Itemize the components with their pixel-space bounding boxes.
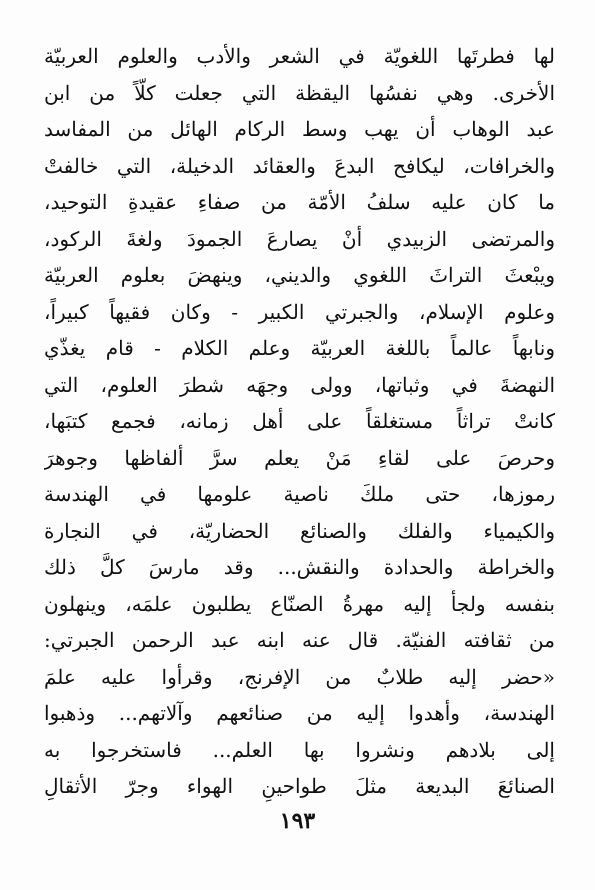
text-line: الهندسة، وأهدوا إليه من صنائعهم وآلاتهم... وذهبوا: [44, 701, 555, 725]
text-line: وعلوم الإسلام، والجبرتي الكبير - وكان فقيهاً كبيراً،: [44, 299, 555, 324]
text-line: النهضةَ في وثباتها، وولى وجهَه شطرَ العلوم، التي: [44, 372, 555, 397]
text-line: كانتْ تراثاً مستغلقاً على أهل زمانه، فجمع كتبَها،: [44, 409, 555, 433]
text-line: إلى بلادهم ونشروا بها العلم... فاستخرجوا به: [44, 737, 555, 762]
text-line: وحرصَ على لقاءِ مَنْ يعلم سرَّ ألفاظها وجوهرَ: [44, 445, 555, 470]
text-line: الصنائعَ البديعة مثلَ طواحينِ الهواء وجرّ الأثقالِ: [44, 774, 555, 798]
text-line: والكيمياء والفلك والصنائع الحضاريّة، في النجارة: [44, 518, 555, 543]
text-line: رموزها، حتى ملكَ ناصية علومها في الهندسة: [44, 482, 555, 506]
text-line: من ثقافته الفنيّة. قال عنه ابنه عبد الرحمن الجبرتي:: [44, 628, 555, 652]
text-line: والخرافات، ليكافح البدعَ والعقائد الدخيلة، التي خالفتْ: [44, 153, 555, 178]
text-line: الأخرى. وهي نفسُها اليقظة التي جعلت كلّاً من ابن: [44, 80, 555, 105]
text-line: ما كان عليه سلفُ الأمّة من صفاءِ عقيدةِ التوحيد،: [44, 190, 555, 214]
text-line: والخراطة والحدادة والنقش... وقد مارسَ كلَّ ذلك: [44, 555, 555, 579]
text-line: بنفسه ولجأ إليه مهرةُ الصنّاع يطلبون علمَه، وينهلون: [44, 591, 555, 616]
text-line: والمرتضى الزبيدي أنْ يصارعَ الجمودَ ولغةَ الركود،: [44, 226, 555, 251]
text-line: ويبْعثَ التراثَ اللغوي والديني، وينهضَ بعلوم العربيّة: [44, 263, 555, 287]
text-line: عبد الوهاب أن يهب وسط الركام الهائل من المفاسد: [44, 117, 555, 141]
body-text: [44, 38, 555, 805]
text-line: لها فطرتَها اللغويّة في الشعر والأدب والعلوم العربيّة: [44, 44, 555, 68]
text-line: «حضر إليه طلابٌ من الإفرنج، وقرأوا عليه علمَ: [44, 664, 555, 689]
text-line: ونابهاً عالماً باللغة العربيّة وعلم الكلام - قام يغذّي: [44, 336, 555, 360]
page-number: ١٩٣: [279, 808, 316, 834]
